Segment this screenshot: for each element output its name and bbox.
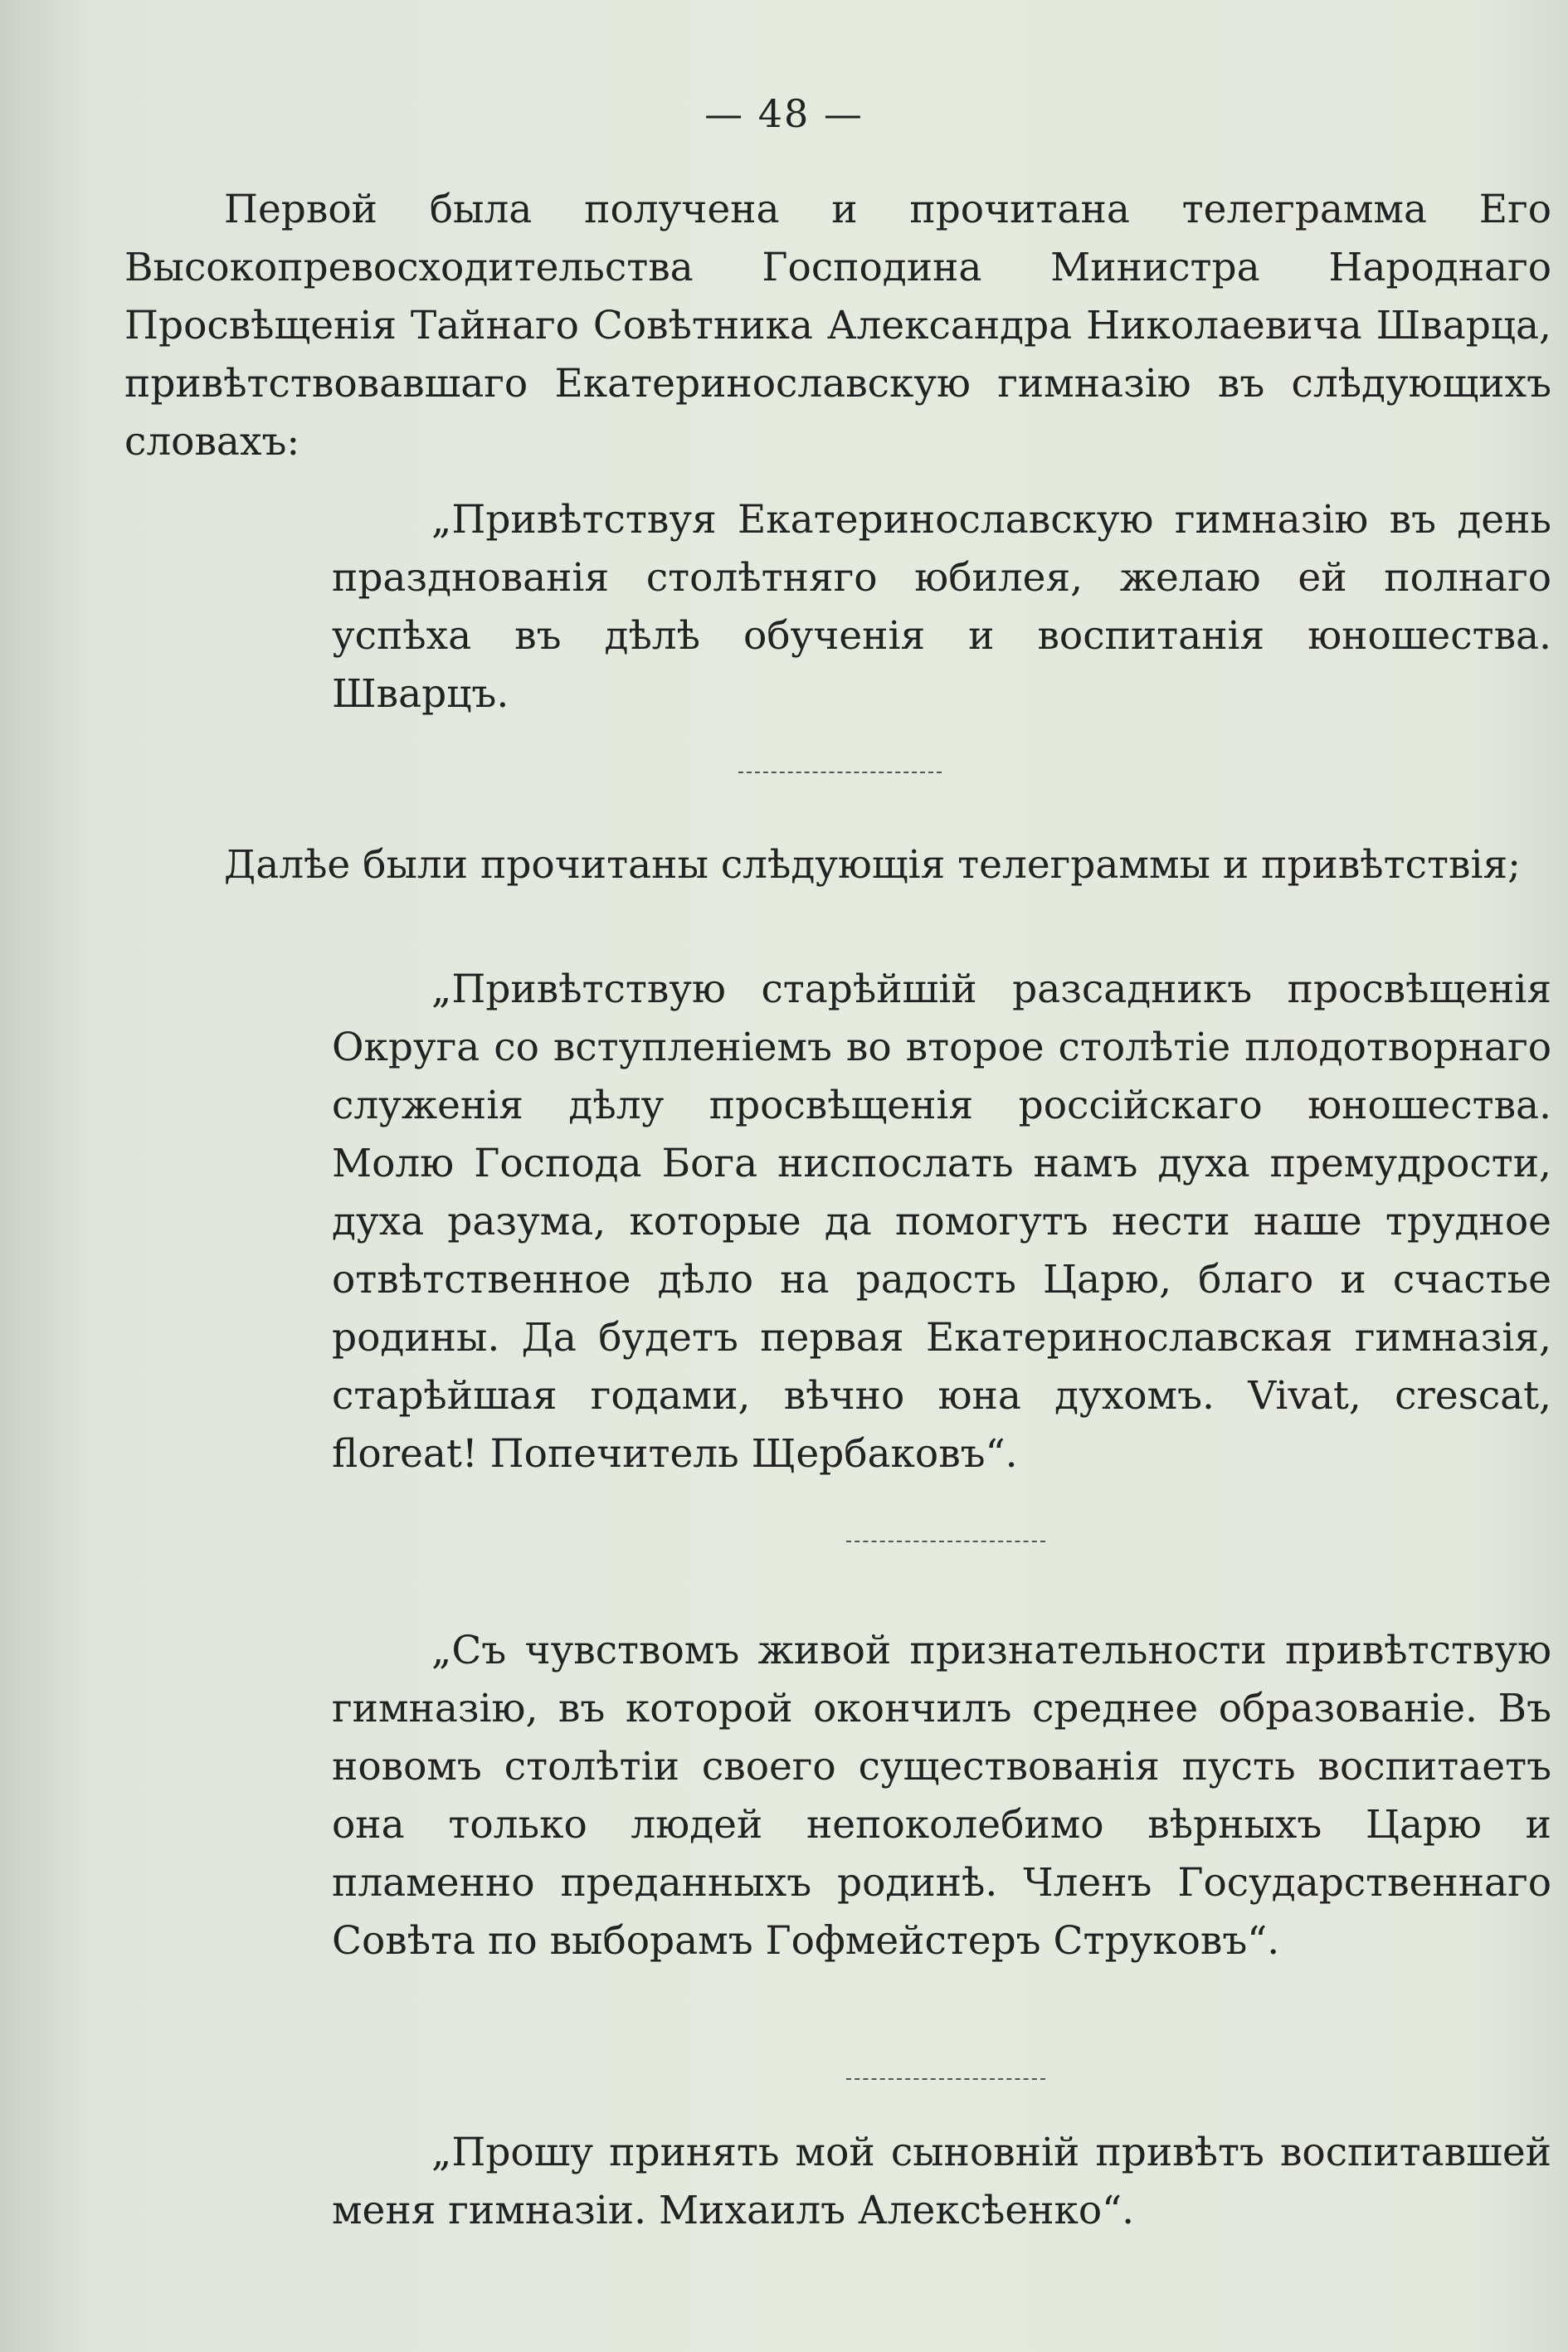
separator <box>846 2078 1045 2080</box>
separator <box>846 1541 1045 1542</box>
separator <box>738 772 942 773</box>
quote-shvarts: „Привѣтствуя Екатеринославскую гимназію въ день празднованія столѣтняго юбилея, желаю ей полнаго успѣха въ дѣлѣ обученія и воспитанія юношества. Шварцъ. <box>332 497 1551 717</box>
quote-shcherbakov: „Привѣтствую старѣйшій разсадникъ просвѣщенія Округа со вступленіемъ во второе столѣтіе плодотворнаго служенія дѣлу просвѣщенія россійскаго юношества. Молю Господа Бога ниспослать намъ духа премудрости, духа разума, которые да помогутъ нести наше трудное отвѣтственное дѣло на радость Царю, благо и счастье родины. Да будетъ первая Екатеринославская гимназія, старѣйшая годами, вѣчно юна духомъ. Vivat, crescat, floreat! Попечитель Щербаковъ“. <box>332 967 1551 1477</box>
quote-strukov: „Съ чувствомъ живой признательности привѣтствую гимназію, въ которой окончилъ среднее образованіе. Въ новомъ столѣтіи своего существованія пусть воспитаетъ она только людей непоколебимо вѣрныхъ Царю и пламенно преданныхъ родинѣ. Членъ Государственнаго Совѣта по выборамъ Гофмейстеръ Струковъ“. <box>332 1628 1551 1964</box>
paragraph-minister-telegram-intro: Первой была получена и прочитана телеграмма Его Высокопревосходительства Господина Министра Народнаго Просвѣщенія Тайнаго Совѣтника Александра Николаевича Шварца, привѣтствовавшаго Екатеринославскую гимназію въ слѣдующихъ словахъ: <box>124 187 1551 465</box>
page-number: — 48 — <box>704 91 864 136</box>
paragraph-further-telegrams-intro: Далѣе были прочитаны слѣдующія телеграммы и привѣтствія; <box>224 842 1521 888</box>
quote-alekseenko: „Прошу принять мой сыновній привѣтъ воспитавшей меня гимназіи. Михаилъ Алексѣенко“. <box>332 2130 1551 2233</box>
